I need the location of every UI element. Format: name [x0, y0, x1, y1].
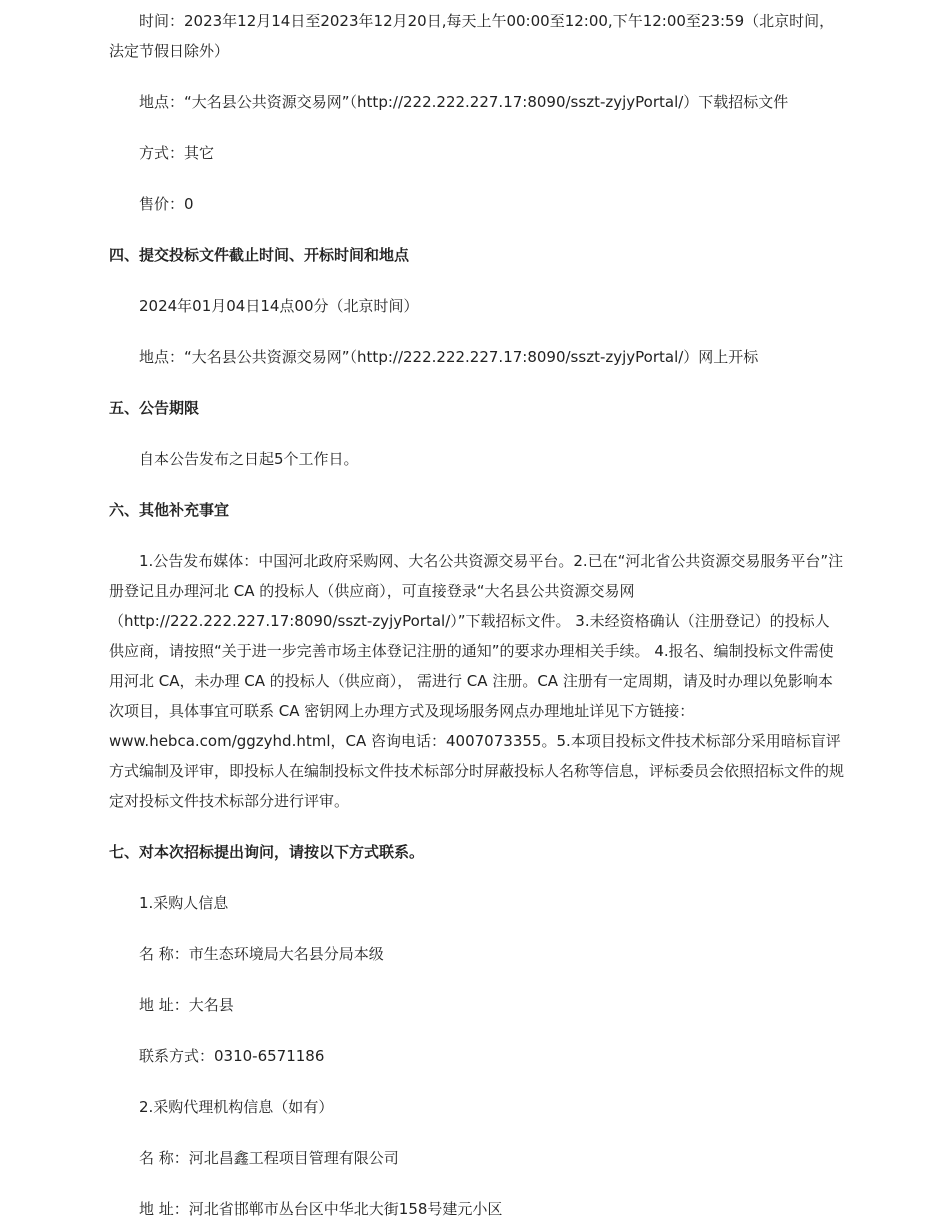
section-7-heading: 七、对本次招标提出询问，请按以下方式联系。 — [109, 843, 425, 861]
purchaser-contact: 联系方式：0310-6571186 — [139, 1047, 325, 1065]
supplementary-matters-text: 1.公告发布媒体：中国河北政府采购网、大名公共资源交易平台。2.已在“河北省公共资源交易服务平台”注册登记且办理河北 CA 的投标人（供应商），可直接登录“大名县公共资源交易网（http://222.222.227.17:8090/sszt-zyjyPortal/）”下载招标文件。 3.未经资格确认（注册登记）的投标人供应商，请按照“关于进一步完善市场主体登记注册的通知”的要求办理相关手续。 4.报名、编制投标文件需使用河北 CA，未办理 CA 的投标人（供应商）， 需进行 CA 注册。CA 注册有一定周期，请及时办理以免影响本次项目，具体事宜可联系 CA 密钥网上办理方式及现场服务网点办理地址详见下方链接：www.hebca.com/ggzyhd.html，CA 咨询电话：4007073355。5.本项目投标文件技术标部分采用暗标盲评方式编制及评审，即投标人在编制投标文件技术标部分时屏蔽投标人名称等信息，评标委员会依照招标文件的规定对投标文件技术标部分进行评审。 — [109, 552, 845, 810]
purchaser-address: 地 址：大名县 — [139, 996, 234, 1014]
agency-info-title: 2.采购代理机构信息（如有） — [139, 1098, 334, 1116]
sale-time-text: 时间：2023年12月14日至2023年12月20日,每天上午00:00至12:00,下午12:00至23:59（北京时间，法定节假日除外） — [109, 12, 835, 60]
section-4-heading: 四、提交投标文件截止时间、开标时间和地点 — [109, 246, 410, 264]
section-6-heading: 六、其他补充事宜 — [109, 501, 230, 519]
purchaser-name: 名 称：市生态环境局大名县分局本级 — [139, 945, 384, 963]
purchaser-info-title: 1.采购人信息 — [139, 894, 229, 912]
announcement-document — [109, 6, 844, 1224]
agency-address: 地 址：河北省邯郸市丛台区中华北大街158号建元小区 — [139, 1200, 503, 1218]
agency-name: 名 称：河北昌鑫工程项目管理有限公司 — [139, 1149, 399, 1167]
section-5-heading: 五、公告期限 — [109, 399, 200, 417]
sale-method-text: 方式：其它 — [139, 144, 215, 162]
sale-price-text: 售价：0 — [139, 195, 194, 213]
sale-place-text: 地点：“大名县公共资源交易网”（http://222.222.227.17:8090/sszt-zyjyPortal/）下载招标文件 — [139, 93, 789, 111]
bid-deadline-text: 2024年01月04日14点00分（北京时间） — [139, 297, 419, 315]
bid-opening-place-text: 地点：“大名县公共资源交易网”（http://222.222.227.17:8090/sszt-zyjyPortal/）网上开标 — [139, 348, 759, 366]
announcement-period-text: 自本公告发布之日起5个工作日。 — [139, 450, 359, 468]
